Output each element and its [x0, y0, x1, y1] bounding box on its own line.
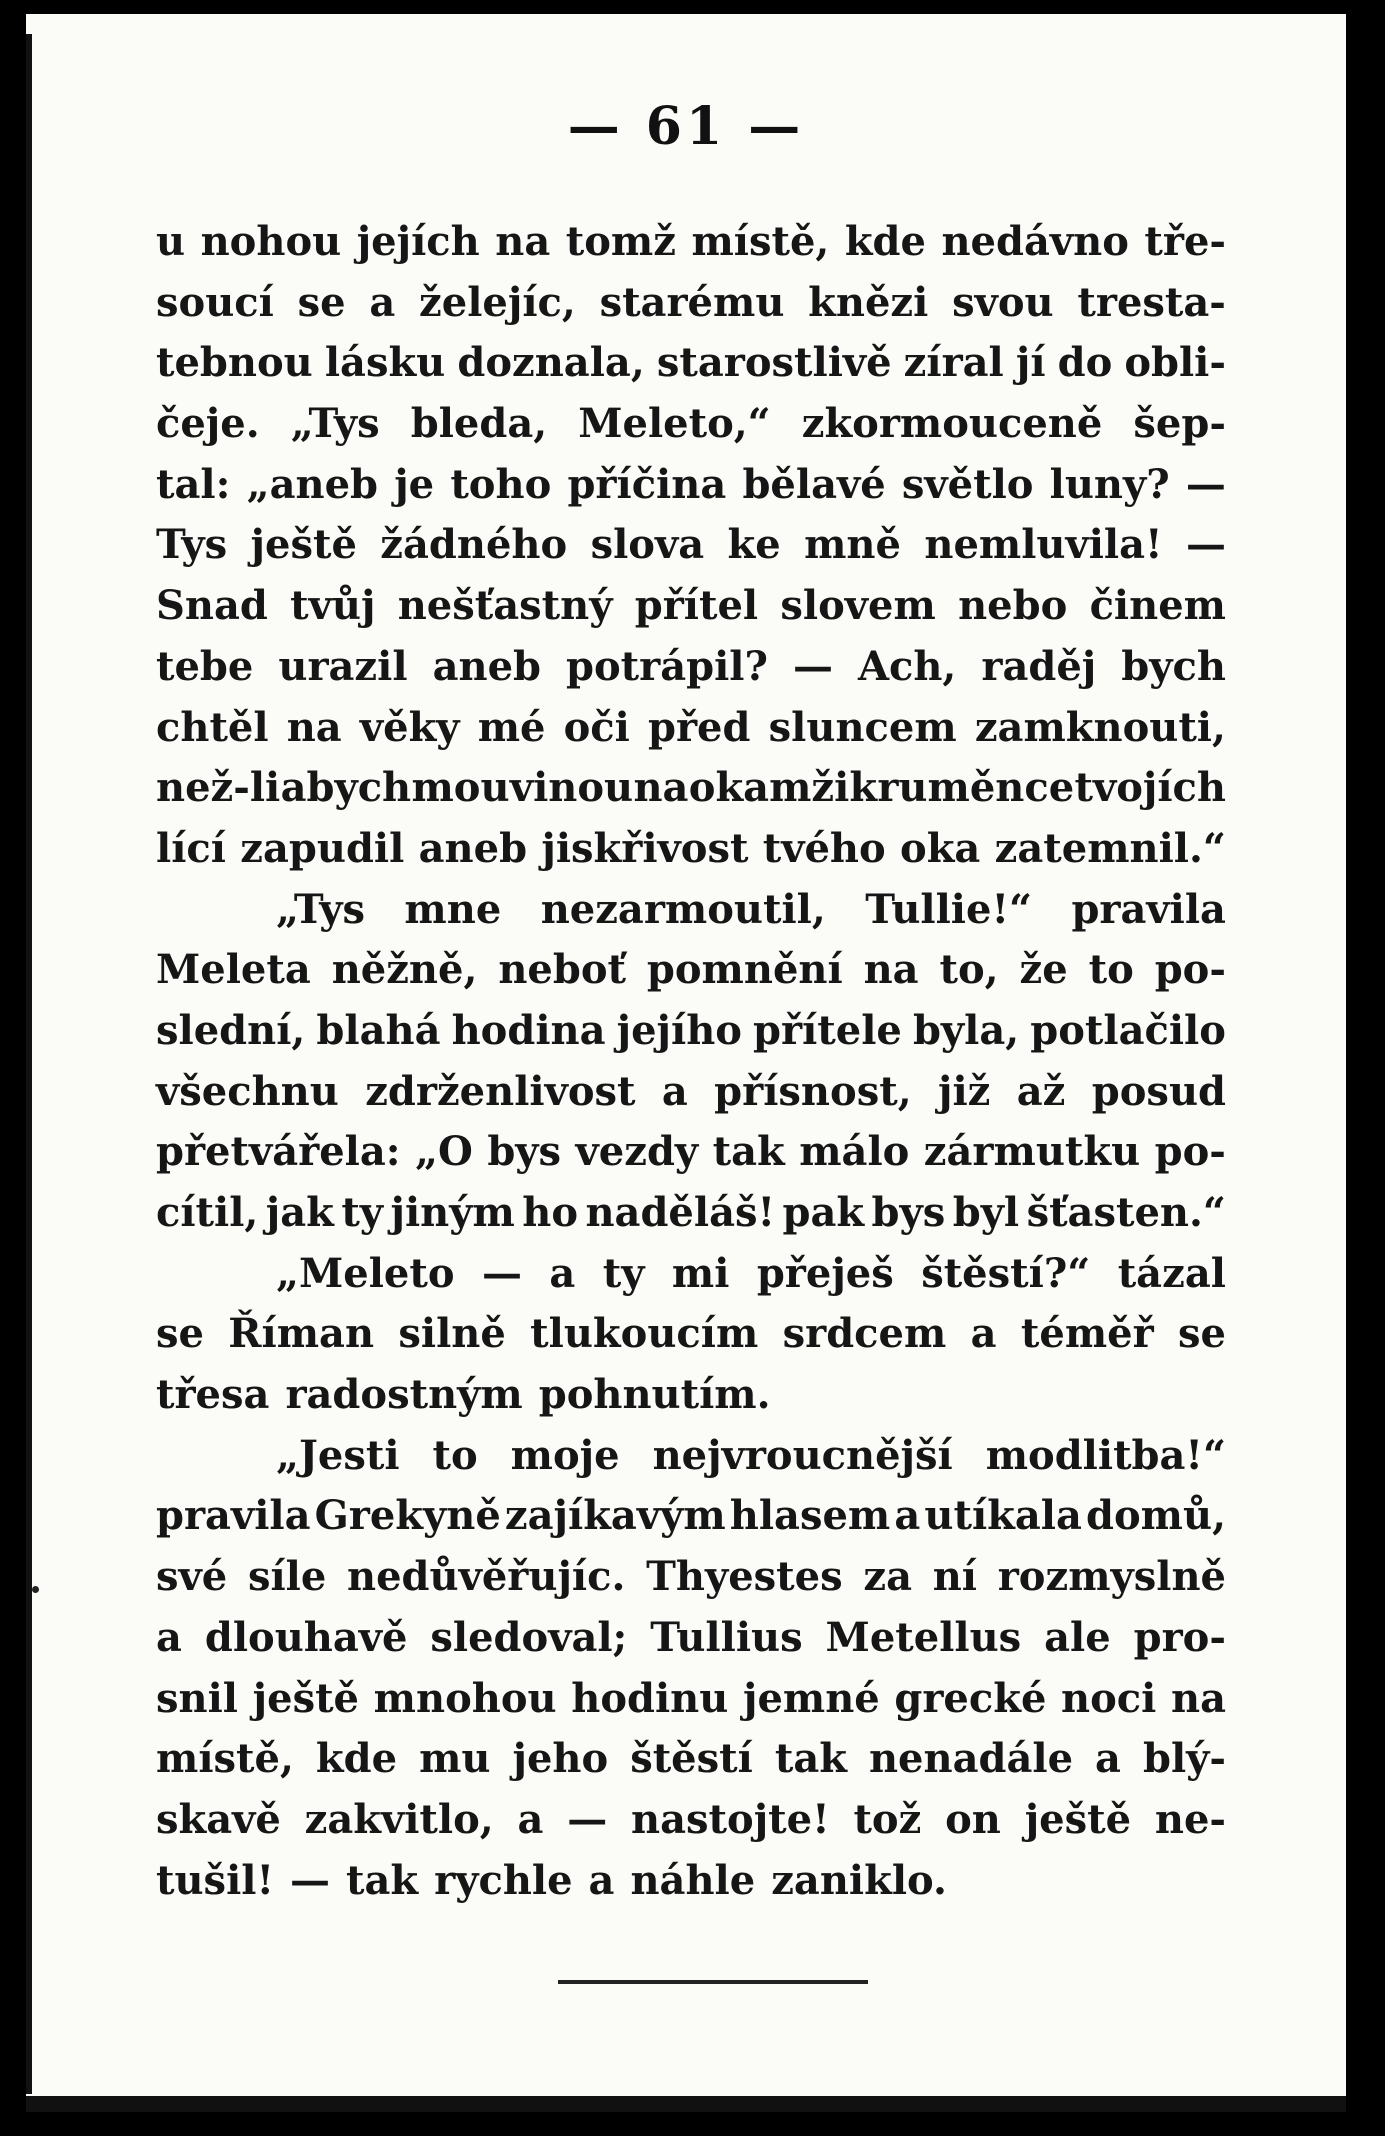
book-page: [26, 14, 1346, 2112]
word: potrápil?: [566, 642, 768, 690]
word: luny?: [1049, 460, 1170, 508]
word: tvého: [762, 824, 886, 872]
word: mé: [477, 703, 546, 751]
text-line: [156, 515, 1226, 576]
word: se: [156, 1310, 204, 1358]
word: tebnou: [156, 339, 313, 387]
word: vinou: [509, 764, 634, 812]
word: oči: [563, 703, 630, 751]
word: cítil,: [156, 1189, 259, 1236]
word: rychle: [434, 1856, 573, 1904]
word: již: [938, 1067, 991, 1115]
word: čeje.: [156, 400, 260, 448]
word: nemluvila!: [924, 521, 1163, 569]
word: lící: [156, 824, 226, 872]
text-line: [156, 880, 1226, 941]
word: po-: [1154, 1128, 1226, 1176]
word: ty: [341, 1189, 384, 1236]
word: noci: [1061, 1674, 1157, 1722]
word: raděj: [981, 642, 1097, 690]
word: se: [1178, 1310, 1226, 1358]
word: všechnu: [156, 1067, 339, 1115]
word: „aneb: [246, 460, 378, 508]
text-line: [156, 1729, 1226, 1790]
word: zatemnil.“: [994, 824, 1226, 872]
word: zkormouceně: [801, 400, 1103, 448]
word: moje: [510, 1431, 620, 1479]
word: dlouhavě: [204, 1613, 408, 1661]
word: síle: [247, 1553, 327, 1601]
word: nezarmoutil,: [540, 885, 826, 933]
word: nebo: [958, 582, 1068, 630]
margin-mark: [32, 1586, 39, 1593]
word: Meleta: [156, 946, 311, 994]
word: a: [588, 1856, 615, 1904]
word: skavě: [156, 1795, 281, 1843]
word: tal:: [156, 460, 231, 508]
word: po-: [1154, 946, 1226, 994]
word: pak: [782, 1189, 865, 1236]
word: příčina: [567, 460, 727, 508]
word: starému: [599, 278, 785, 326]
word: ještě: [1024, 1795, 1132, 1843]
word: nenadále: [868, 1735, 1074, 1783]
text-line: [156, 1851, 1226, 1912]
text-line: [156, 698, 1226, 759]
text-line: [156, 1304, 1226, 1365]
word: žádného: [380, 521, 568, 569]
word: blahá: [316, 1006, 441, 1054]
text-line: [156, 333, 1226, 394]
word: urazil: [278, 642, 408, 690]
word: ještě: [252, 1674, 360, 1722]
word: Snad: [156, 582, 268, 630]
text-line: [156, 819, 1226, 880]
word: nedávno: [941, 218, 1129, 265]
word: a: [156, 1613, 182, 1661]
word: a: [369, 278, 396, 326]
word: zíral: [903, 339, 1004, 387]
text-line: [156, 1669, 1226, 1730]
word: nedůvěřujíc.: [347, 1553, 626, 1601]
word: mi: [671, 1249, 730, 1297]
word: Říman: [228, 1310, 375, 1358]
word: Tys: [156, 521, 228, 569]
word: tvůj: [290, 582, 376, 630]
end-rule: [558, 1980, 868, 1984]
word: tak: [774, 1735, 847, 1783]
word: ruměnce: [877, 764, 1075, 812]
word: abych: [280, 764, 412, 812]
word: tušil!: [156, 1856, 275, 1904]
word: Ach,: [857, 642, 957, 690]
word: místě,: [156, 1735, 294, 1783]
word: jiným: [390, 1189, 515, 1236]
word: aneb: [418, 824, 528, 872]
word: a: [517, 1795, 544, 1843]
word: to: [1088, 946, 1134, 994]
word: grecké: [894, 1674, 1047, 1722]
word: snil: [156, 1674, 238, 1722]
word: přetvářela:: [156, 1128, 401, 1176]
text-line: [156, 273, 1226, 334]
word: —: [792, 642, 833, 690]
word: ní: [932, 1553, 977, 1601]
word: tresta-: [1077, 278, 1226, 326]
word: lásku: [324, 339, 446, 387]
word: posud: [1091, 1067, 1226, 1115]
word: náhle: [630, 1856, 756, 1904]
word: bleda,: [410, 400, 548, 448]
word: slova: [590, 521, 705, 569]
text-line: [156, 1122, 1226, 1183]
word: místě,: [691, 218, 830, 265]
word: nastojte!: [631, 1795, 830, 1843]
word: Grekyně: [314, 1492, 501, 1540]
word: Tullie!“: [865, 885, 1033, 933]
word: až: [1016, 1067, 1066, 1115]
word: jemné: [742, 1674, 880, 1722]
word: a: [1095, 1735, 1121, 1783]
word: zapudil: [240, 824, 405, 872]
word: jeho: [512, 1735, 609, 1783]
word: u: [156, 218, 186, 265]
word: Thyestes: [646, 1553, 843, 1601]
text-line: [156, 940, 1226, 1001]
word: silně: [398, 1310, 506, 1358]
word: pro-: [1133, 1613, 1226, 1661]
word: oka: [900, 824, 981, 872]
word: kde: [315, 1735, 398, 1783]
text-line: [156, 1001, 1226, 1062]
word: zamknouti,: [974, 703, 1226, 751]
page-bottom-edge: [26, 2096, 1346, 2112]
word: sluncem: [768, 703, 957, 751]
word: ke: [727, 521, 781, 569]
text-line: [156, 1365, 1226, 1426]
word: aneb: [432, 642, 541, 690]
text-line: [156, 1608, 1226, 1669]
word: přítele: [753, 1006, 902, 1054]
word: než-li: [156, 764, 281, 812]
word: zakvitlo,: [304, 1795, 494, 1843]
word: hodina: [451, 1006, 606, 1054]
word: domů,: [1086, 1492, 1226, 1540]
text-line: [156, 1062, 1226, 1123]
word: hlasem: [729, 1492, 891, 1540]
word: kde: [844, 218, 926, 265]
page-binding-edge: [26, 34, 32, 2094]
word: rozmyslně: [997, 1553, 1226, 1601]
word: jiskřivost: [541, 824, 749, 872]
word: „O: [415, 1128, 473, 1176]
word: bych: [1121, 642, 1226, 690]
word: ale: [1044, 1613, 1111, 1661]
word: světlo: [901, 460, 1034, 508]
word: Tullius: [650, 1613, 803, 1661]
word: je: [394, 460, 435, 508]
word: „Tys: [290, 400, 380, 448]
word: neboť: [498, 946, 626, 994]
word: za: [863, 1553, 912, 1601]
word: před: [648, 703, 751, 751]
word: zármutku: [923, 1128, 1141, 1176]
word: jak: [265, 1189, 334, 1236]
word: něžně,: [331, 946, 478, 994]
text-line: [156, 1790, 1226, 1851]
word: —: [567, 1795, 608, 1843]
word: okamžik: [688, 764, 878, 812]
word: zdrženlivost: [365, 1067, 636, 1115]
word: tak: [346, 1856, 419, 1904]
text-line: [156, 1183, 1226, 1244]
word: Metellus: [825, 1613, 1022, 1661]
word: to,: [939, 946, 999, 994]
word: do: [1057, 339, 1113, 387]
word: mu: [419, 1735, 491, 1783]
word: pravila: [156, 1492, 311, 1540]
word: přísnost,: [714, 1067, 912, 1115]
word: „Tys: [276, 885, 365, 933]
word: modlitba!“: [985, 1431, 1226, 1479]
text-line: [156, 1547, 1226, 1608]
word: tož: [853, 1795, 922, 1843]
word: zaniklo.: [771, 1856, 947, 1904]
text-line: [156, 1426, 1226, 1487]
word: nešťastný: [397, 582, 613, 630]
word: nejvroucnější: [652, 1431, 953, 1479]
word: —: [481, 1249, 522, 1297]
word: téměř: [1020, 1310, 1154, 1358]
word: —: [1185, 460, 1226, 508]
word: na: [286, 703, 342, 751]
word: a: [661, 1067, 688, 1115]
word: své: [156, 1553, 228, 1601]
word: bělavé: [742, 460, 886, 508]
text-line: [156, 212, 1226, 273]
word: knězi: [808, 278, 929, 326]
word: že: [1019, 946, 1068, 994]
word: tře-: [1144, 218, 1226, 265]
page-number: — 61 —: [567, 96, 805, 157]
word: srdcem: [782, 1310, 947, 1358]
word: byla,: [912, 1006, 1020, 1054]
word: „Meleto: [276, 1249, 455, 1297]
word: mně: [804, 521, 901, 569]
word: pohnutím.: [538, 1371, 771, 1419]
word: šťasten.“: [1026, 1189, 1226, 1236]
word: tebe: [156, 642, 254, 690]
word: mne: [404, 885, 502, 933]
word: obli-: [1124, 339, 1226, 387]
word: utíkala: [924, 1492, 1082, 1540]
word: pravila: [1071, 885, 1226, 933]
word: toho: [450, 460, 552, 508]
text-line: [156, 394, 1226, 455]
word: slovem: [780, 582, 936, 630]
word: přítel: [634, 582, 759, 630]
word: štěstí: [630, 1735, 753, 1783]
word: věky: [359, 703, 460, 751]
word: sledoval;: [430, 1613, 628, 1661]
word: naděláš!: [585, 1189, 776, 1236]
body-text: [156, 212, 1226, 1911]
word: bys: [487, 1128, 562, 1176]
word: třesa: [156, 1371, 270, 1419]
word: tomž: [565, 218, 676, 265]
word: potlačilo: [1030, 1006, 1226, 1054]
word: vezdy: [575, 1128, 699, 1176]
word: on: [945, 1795, 1001, 1843]
text-line: [156, 455, 1226, 516]
word: nohou: [200, 218, 342, 265]
word: ty: [602, 1249, 645, 1297]
word: starostlivě: [656, 339, 892, 387]
word: chtěl: [156, 703, 269, 751]
word: jí: [1015, 339, 1046, 387]
word: přeješ: [756, 1249, 894, 1297]
word: tvojích: [1074, 764, 1226, 812]
word: a: [549, 1249, 576, 1297]
word: na: [1171, 1674, 1226, 1722]
word: jejích: [356, 218, 480, 265]
word: Meleto,“: [578, 400, 771, 448]
word: byl: [952, 1189, 1020, 1236]
word: tlukoucím: [530, 1310, 759, 1358]
word: štěstí?“: [921, 1249, 1091, 1297]
word: tak: [712, 1128, 785, 1176]
word: málo: [799, 1128, 910, 1176]
word: to: [432, 1431, 478, 1479]
text-line: [156, 1244, 1226, 1305]
word: ho: [522, 1189, 579, 1236]
word: a: [894, 1492, 921, 1540]
word: —: [290, 1856, 331, 1904]
text-line: [156, 1486, 1226, 1547]
word: želejíc,: [419, 278, 576, 326]
word: radostným: [285, 1371, 523, 1419]
word: na: [863, 946, 919, 994]
word: ne-: [1154, 1795, 1226, 1843]
word: a: [970, 1310, 997, 1358]
word: tázal: [1117, 1249, 1226, 1297]
word: soucí: [156, 278, 274, 326]
text-line: [156, 758, 1226, 819]
word: svou: [952, 278, 1054, 326]
text-line: [156, 576, 1226, 637]
word: „Jesti: [276, 1431, 400, 1479]
word: mou: [411, 764, 510, 812]
word: slední,: [156, 1006, 306, 1054]
word: blý-: [1142, 1735, 1226, 1783]
word: ještě: [250, 521, 357, 569]
word: zajíkavým: [504, 1492, 726, 1540]
word: jejího: [616, 1006, 742, 1054]
word: doznala,: [457, 339, 645, 387]
word: pomnění: [646, 946, 843, 994]
word: na: [633, 764, 689, 812]
text-line: [156, 637, 1226, 698]
word: bys: [871, 1189, 946, 1236]
word: mnohou: [373, 1674, 557, 1722]
word: na: [495, 218, 551, 265]
word: se: [297, 278, 346, 326]
word: hodinu: [571, 1674, 729, 1722]
word: —: [1186, 521, 1226, 569]
word: činem: [1089, 582, 1226, 630]
word: šep-: [1133, 400, 1226, 448]
